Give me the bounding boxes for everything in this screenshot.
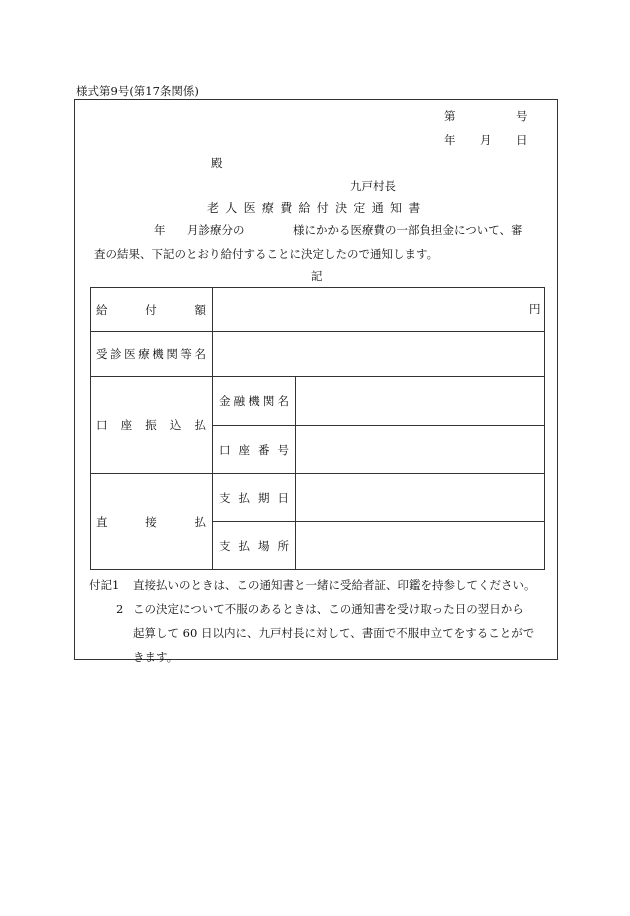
institution-label (96, 332, 206, 376)
institution-label-char: 名 (194, 347, 206, 361)
transfer-label-char: 口 (96, 418, 108, 432)
issuer: 九戸村長 (350, 179, 396, 193)
transfer-label-char: 振 (145, 418, 157, 432)
date-day: 日 (516, 133, 528, 147)
pay-date-label-char: 日 (277, 490, 289, 505)
form-number: 様式第9号(第17条関係) (76, 84, 199, 98)
amount-label-char: 額 (194, 302, 206, 317)
account-label (219, 426, 289, 473)
account-label-char: 座 (238, 442, 250, 457)
institution-label-char: 受 (96, 347, 108, 361)
institution-label-char: 療 (138, 347, 150, 361)
body-line1-rest: 様にかかる医療費の一部負担金について、審 (293, 223, 523, 237)
pay-date-label-char: 支 (219, 490, 231, 505)
pay-place-label-char: 払 (238, 539, 250, 553)
institution-label-char: 関 (166, 347, 178, 361)
ki-label: 記 (311, 269, 323, 283)
account-label-char: 号 (277, 442, 289, 457)
body-line2: 査の結果、下記のとおり給付することに決定したので通知します。 (94, 247, 439, 261)
amount-label-char: 給 (96, 302, 108, 317)
bank-label-char: 名 (277, 394, 289, 408)
direct-label-char: 払 (194, 515, 206, 529)
document-title: 老人医療費給付決定通知書 (207, 201, 427, 215)
bank-label (219, 377, 289, 425)
account-label-char: 番 (258, 442, 270, 457)
bank-label-char: 機 (248, 394, 260, 408)
bank-label-char: 関 (262, 394, 275, 408)
transfer-label-char: 払 (194, 418, 206, 432)
pay-place-label-char: 支 (219, 539, 231, 553)
pay-place-label-char: 場 (258, 539, 270, 553)
bank-label-char: 融 (233, 394, 246, 408)
pay-place-label (219, 522, 289, 570)
pay-date-label-char: 払 (238, 490, 250, 505)
amount-label (96, 288, 206, 331)
note2-line3: きます。 (133, 650, 179, 664)
pay-place-label-char: 所 (277, 539, 289, 553)
institution-label-char: 医 (124, 347, 136, 361)
direct-label (96, 474, 206, 570)
addressee-honorific: 殿 (211, 156, 223, 170)
note2-line1: この決定について不服のあるときは、この通知書を受け取った日の翌日から (133, 602, 524, 616)
note2-line2: 起算して 60 日以内に、九戸村長に対して、書面で不服申立てをすることがで (133, 626, 535, 640)
number-suffix: 号 (516, 109, 528, 123)
body-year: 年 (154, 223, 166, 237)
account-label-char: 口 (219, 442, 231, 457)
direct-label-char: 接 (145, 515, 157, 529)
transfer-label-char: 座 (120, 418, 133, 432)
note1-prefix: 付記1 (89, 578, 120, 592)
amount-unit: 円 (529, 302, 541, 316)
amount-label-char: 付 (145, 302, 157, 317)
institution-label-char: 診 (110, 347, 122, 361)
institution-label-char: 機 (152, 347, 164, 361)
institution-label-char: 等 (180, 347, 192, 361)
date-month: 月 (480, 133, 492, 147)
direct-label-char: 直 (96, 515, 108, 529)
transfer-label (96, 377, 206, 473)
bank-label-char: 金 (219, 394, 231, 408)
pay-date-label (219, 474, 289, 521)
note2-number: 2 (116, 602, 124, 616)
body-month-text: 月診療分の (187, 223, 245, 237)
date-year: 年 (444, 133, 456, 147)
transfer-label-char: 込 (169, 418, 182, 432)
pay-date-label-char: 期 (258, 490, 270, 505)
number-prefix: 第 (444, 109, 456, 123)
note1-text: 直接払いのときは、この通知書と一緒に受給者証、印鑑を持参してください。 (133, 578, 536, 592)
